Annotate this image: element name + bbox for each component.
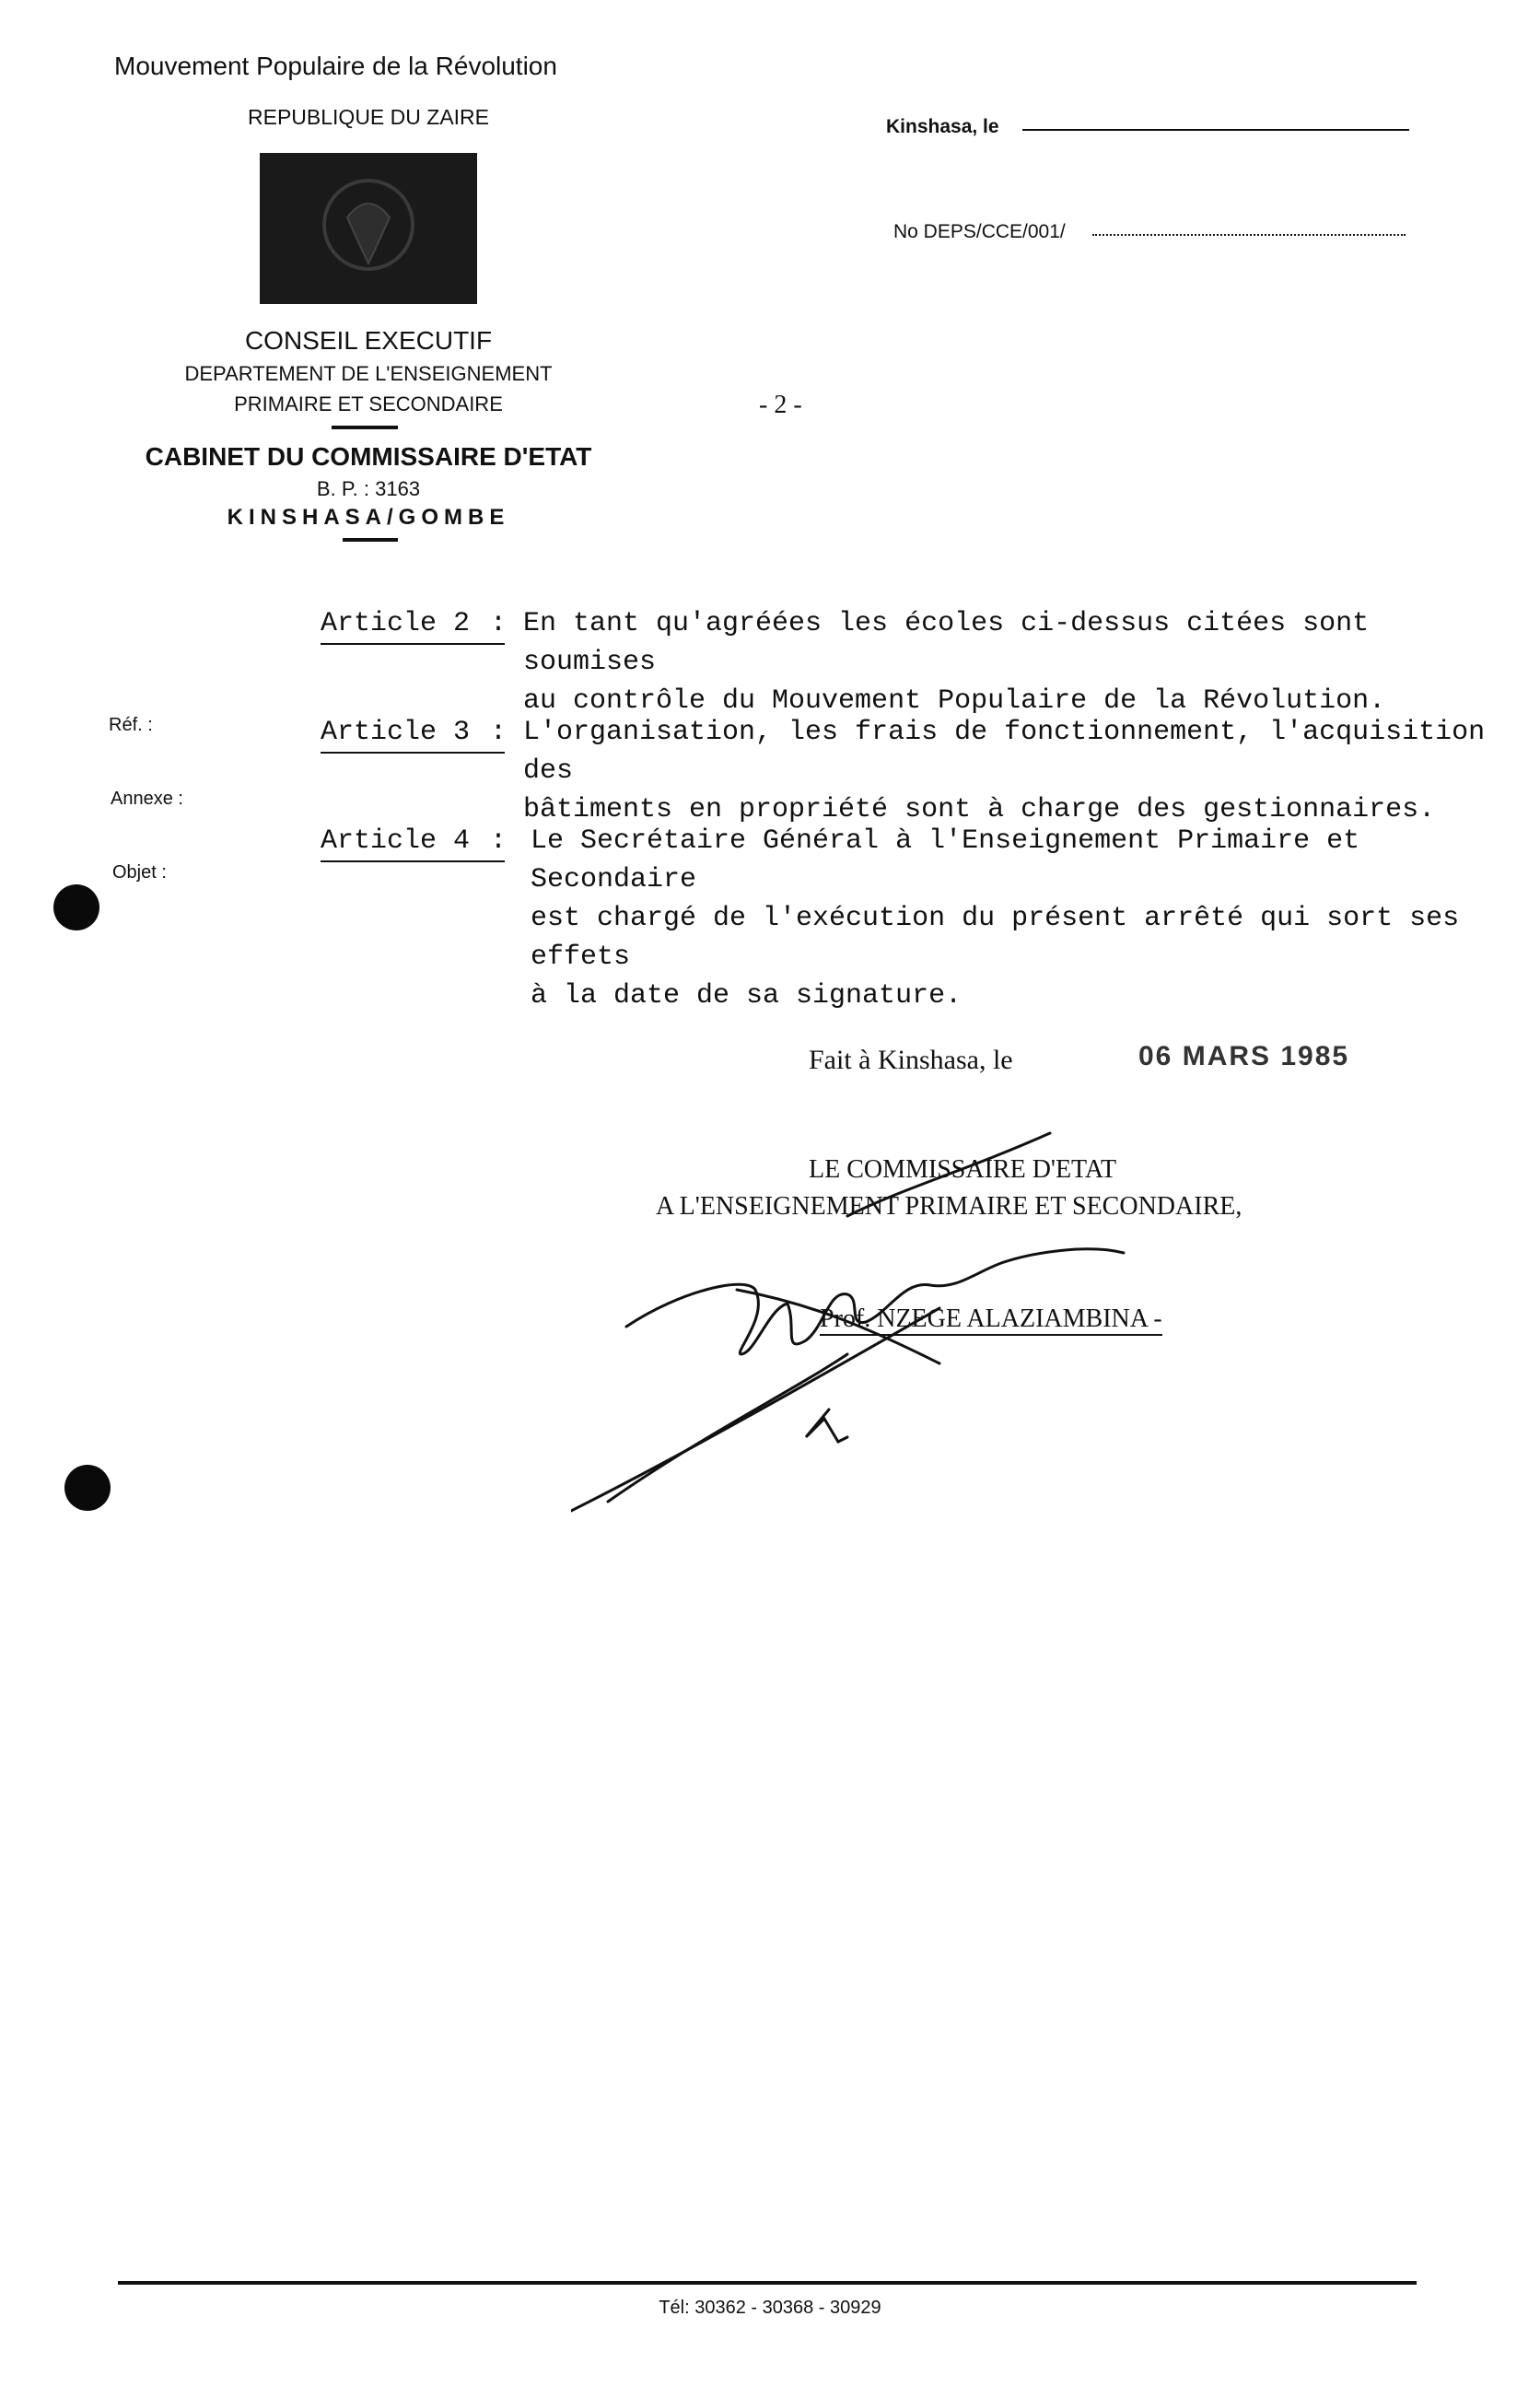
reference-dotted-line <box>1092 234 1406 236</box>
punch-hole <box>64 1465 111 1511</box>
place-of-signing: Fait à Kinshasa, le <box>809 1045 1013 1075</box>
punch-hole <box>53 884 99 930</box>
department-line-1: DEPARTEMENT DE L'ENSEIGNEMENT <box>184 362 553 385</box>
letterhead-divider <box>343 538 398 542</box>
page-number: - 2 - <box>759 391 802 419</box>
article-text: Le Secrétaire Général à l'Enseignement Primaire et Secondaire est chargé de l'exécution du présent arrêté qui sort ses effets à la date de sa signature. <box>531 825 1460 1012</box>
reference-number: No DEPS/CCE/001/ <box>893 221 1066 242</box>
republic-name: REPUBLIQUE DU ZAIRE <box>248 105 489 129</box>
article-text: En tant qu'agréées les écoles ci-dessus citées sont soumises au contrôle du Mouvement Populaire de la Révolution. <box>523 608 1386 717</box>
handwritten-signature-icon <box>571 1105 1216 1529</box>
signatory-title-line-1: LE COMMISSAIRE D'ETAT <box>809 1155 1117 1184</box>
article-colon: : <box>490 717 508 748</box>
ref-label: Réf. : <box>109 715 153 735</box>
objet-label: Objet : <box>112 862 167 883</box>
state-emblem-icon <box>260 153 477 304</box>
article-label: Article 2 <box>321 604 505 645</box>
signatory-name: Prof. NZEGE ALAZIAMBINA - <box>820 1304 1162 1336</box>
date-stamp: 06 MARS 1985 <box>1138 1041 1350 1071</box>
signatory-title-line-2: A L'ENSEIGNEMENT PRIMAIRE ET SECONDAIRE, <box>656 1192 1242 1221</box>
cabinet-name: CABINET DU COMMISSAIRE D'ETAT <box>145 442 592 471</box>
footer-divider <box>118 2281 1417 2285</box>
article-label: Article 4 <box>321 822 505 862</box>
date-line <box>1022 129 1409 131</box>
po-box: B. P. : 3163 <box>316 477 421 500</box>
place-date-label: Kinshasa, le <box>886 116 999 137</box>
annexe-label: Annexe : <box>111 789 183 809</box>
article-text: L'organisation, les frais de fonctionnement, l'acquisition des bâtiments en propriété sont à charge des gestionnaires. <box>523 717 1486 825</box>
letterhead-city: KINSHASA/GOMBE <box>227 505 510 530</box>
council-name: CONSEIL EXECUTIF <box>244 326 493 355</box>
article-label: Article 3 <box>321 713 505 754</box>
footer-telephone: Tél: 30362 - 30368 - 30929 <box>659 2298 881 2318</box>
department-line-2: PRIMAIRE ET SECONDAIRE <box>234 392 503 415</box>
letterhead-divider <box>332 426 398 429</box>
article-colon: : <box>490 608 508 639</box>
article-colon: : <box>490 825 508 857</box>
movement-name: Mouvement Populaire de la Révolution <box>114 52 557 80</box>
